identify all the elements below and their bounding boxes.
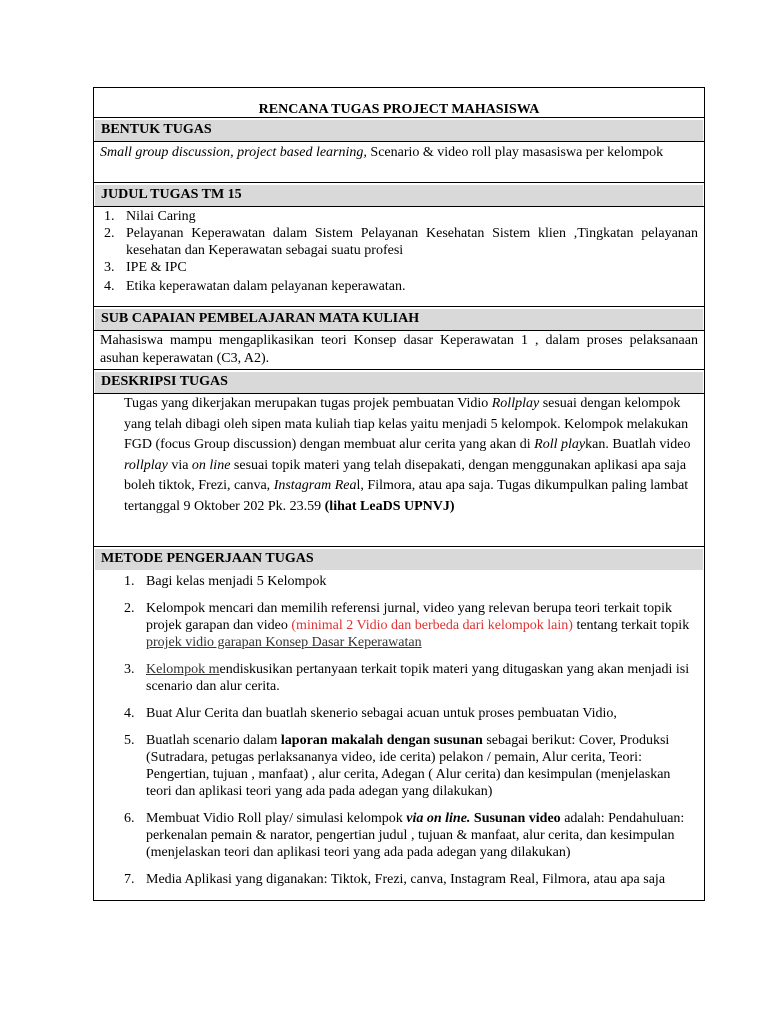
judul-header: JUDUL TUGAS TM 15 <box>95 185 703 206</box>
list-item: 1. Bagi kelas menjadi 5 Kelompok <box>124 574 327 589</box>
bentuk-section <box>94 120 704 141</box>
sub-content: Mahasiswa mampu mengaplikasikan teori Konsep dasar Keperawatan 1 , dalam proses pelaksanaan asuhan keperawatan (C3, A2). <box>94 330 704 370</box>
judul-content <box>94 206 704 307</box>
judul-list <box>94 208 698 295</box>
list-item: 7. Media Aplikasi yang diganakan: Tiktok, Frezi, canva, Instagram Real, Filmora, atau apa saja <box>124 872 666 887</box>
list-item: 2. Kelompok mencari dan memilih referensi jurnal, video yang relevan berupa teori terkait topik projek garapan dan video (minimal 2 Vidio dan berbeda dari kelompok lain) tentang terkait topik projek vidio garapan Konsep Dasar Keperawatan <box>124 601 690 650</box>
metode-content <box>94 570 704 888</box>
list-item: 1. Nilai Caring <box>104 209 196 224</box>
list-item: 4. Etika keperawatan dalam pelayanan keperawatan. <box>104 279 406 294</box>
document-title: RENCANA TUGAS PROJECT MAHASISWA <box>94 88 704 118</box>
list-item: 5. Buatlah scenario dalam laporan makalah dengan susunan sebagai berikut: Cover, Produksi (Sutradara, petugas perlaksananya video, ide cerita) pelakon / pemain, Alur cerita, Teori: Pengertian, tujuan , manfaat) , alur cerita, Adegan ( Alur cerita) dan kesimpulan (menjelaskan teori dan aplikasi teori yang ada pada adegan yang dilakukan) <box>124 733 671 799</box>
bentuk-content <box>94 141 704 183</box>
bentuk-header: BENTUK TUGAS <box>95 120 703 141</box>
sub-header: SUB CAPAIAN PEMBELAJARAN MATA KULIAH <box>95 309 703 330</box>
list-item: 3. Kelompok mendiskusikan pertanyaan terkait topik materi yang ditugaskan yang akan menjadi isi scenario dan alur cerita. <box>124 662 690 694</box>
bentuk-rest: Scenario & video roll play masasiswa per kelompok <box>366 145 664 160</box>
list-item: 3. IPE & IPC <box>104 260 187 275</box>
task-plan-document <box>93 87 705 901</box>
metode-header: METODE PENGERJAAN TUGAS <box>95 549 703 570</box>
list-item: 6. Membuat Vidio Roll play/ simulasi kelompok via on line. Susunan video adalah: Pendahuluan: perkenalan pemain & narator, pengertian judul , tujuan & manfaat, alur cerita, dan kesimpulan (menjelaskan teori dan aplikasi teori yang ada pada adegan yang dilakukan) <box>124 811 685 860</box>
bentuk-italic: Small group discussion, project based learning, <box>100 145 367 160</box>
deskripsi-header: DESKRIPSI TUGAS <box>95 372 703 393</box>
metode-list <box>94 573 694 888</box>
deskripsi-content: Tugas yang dikerjakan merupakan tugas projek pembuatan Vidio Rollplay sesuai dengan kelompok yang telah dibagi oleh sipen mata kuliah tiap kelas yaitu menjadi 5 kelompok. Kelompok melakukan FGD (focus Group discussion) dengan membuat alur cerita yang akan di Roll playkan. Buatlah video rollplay via on line sesuai topik materi yang telah disepakati, dengan menggunakan aplikasi apa saja boleh tiktok, Frezi, canva, Instagram Real, Filmora, atau apa saja. Tugas dikumpulkan paling lambat tertanggal 9 Oktober 202 Pk. 23.59 (lihat LeaDS UPNVJ) <box>94 393 704 547</box>
list-item: 2. Pelayanan Keperawatan dalam Sistem Pelayanan Kesehatan Sistem klien ,Tingkatan pelayanan kesehatan dan Keperawatan sebagai suatu profesi <box>104 226 698 258</box>
list-item: 4. Buat Alur Cerita dan buatlah skenerio sebagai acuan untuk proses pembuatan Vidio, <box>124 706 617 721</box>
